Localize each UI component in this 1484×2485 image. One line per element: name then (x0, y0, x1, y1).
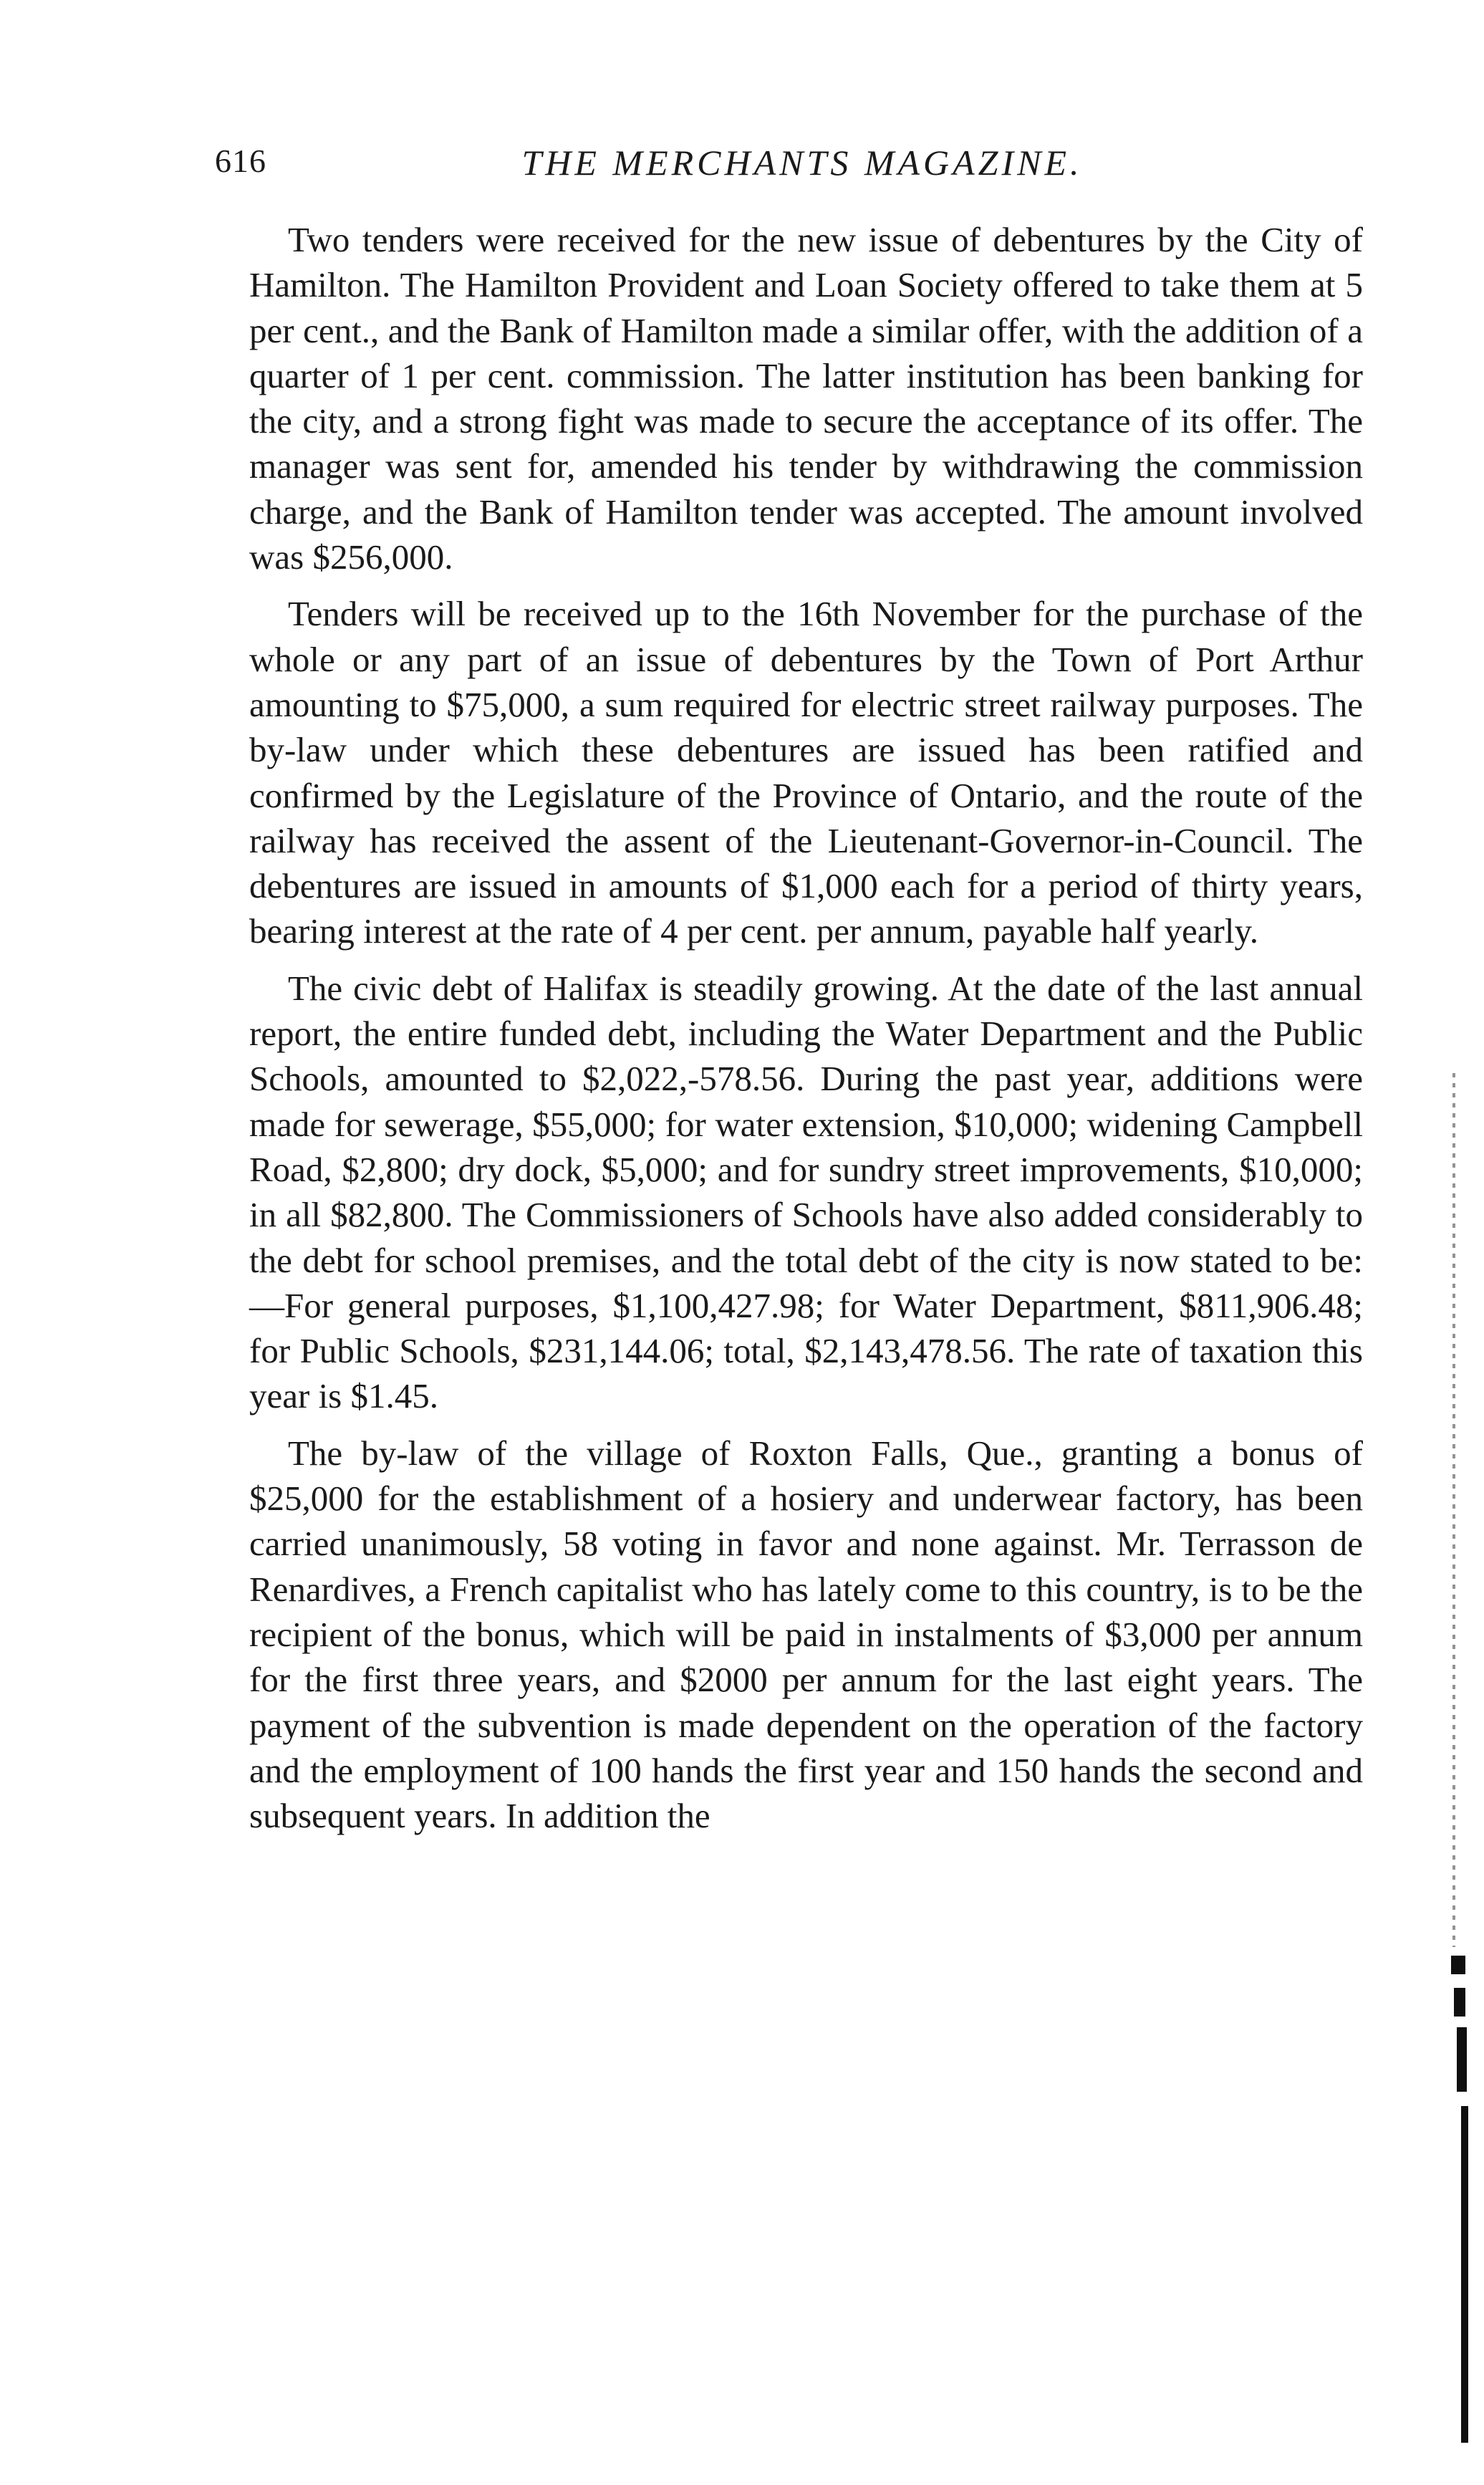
paragraph-port-arthur-debentures: Tenders will be received up to the 16th November for the purchase of the whole or any part of an issue of debentures by the Town of Port Arthur amounting to $75,000, a sum required for electric street railway purposes. The by-law under which these debentures are issued has been ratified and confirmed by the Legislature of the Province of Ontario, and the route of the railway has received the assent of the Lieutenant-Governor-in-Council. The debentures are issued in amounts of $1,000 each for a period of thirty years, bearing interest at the rate of 4 per cent. per annum, payable half yearly. (249, 594, 1363, 951)
scan-edge-mark (1457, 2027, 1467, 2092)
scan-edge-mark (1454, 1988, 1465, 2017)
article-body (249, 217, 1363, 1850)
scan-edge-mark (1451, 1956, 1465, 1974)
paragraph-halifax-debt: The civic debt of Halifax is steadily growing. At the date of the last annual report, the entire funded debt, including the Water Department and the Public Schools, amounted to $2,022,-578.56. During the past year, additions were made for sewerage, $55,000; for water extension, $10,000; widening Campbell Road, $2,800; dry dock, $5,000; and for sundry street improvements, $10,000; in all $82,800. The Commissioners of Schools have also added considerably to the debt for school premises, and the total debt of the city is now stated to be:—For general purposes, $1,100,427.98; for Water Department, $811,906.48; for Public Schools, $231,144.06; total, $2,143,478.56. The rate of taxation this year is $1.45. (249, 968, 1363, 1416)
page-number: 616 (215, 143, 266, 179)
running-title: THE MERCHANTS MAGAZINE. (521, 143, 1083, 183)
page-header (215, 142, 1389, 206)
scan-edge-binding-shadow (1461, 2106, 1468, 2443)
scan-edge-dotted-line (1452, 1073, 1455, 1947)
paragraph-hamilton-tenders: Two tenders were received for the new issue of debentures by the City of Hamilton. The Hamilton Provident and Loan Society offered to take them at 5 per cent., and the Bank of Hamilton made a similar offer, with the addition of a quarter of 1 per cent. commission. The latter institution has been banking for the city, and a strong fight was made to secure the acceptance of its offer. The manager was sent for, amended his tender by withdrawing the commission charge, and the Bank of Hamilton tender was accepted. The amount involved was $256,000. (249, 220, 1363, 577)
paragraph-roxton-falls-bylaw: The by-law of the village of Roxton Falls, Que., granting a bonus of $25,000 for the establishment of a hosiery and underwear factory, has been carried unanimously, 58 voting in favor and none against. Mr. Terrasson de Renardives, a French capitalist who has lately come to this country, is to be the recipient of the bonus, which will be paid in instalments of $3,000 per annum for the first three years, and $2000 per annum for the last eight years. The payment of the subvention is made dependent on the operation of the factory and the employment of 100 hands the first year and 150 hands the second and subsequent years. In addition the (249, 1433, 1363, 1836)
